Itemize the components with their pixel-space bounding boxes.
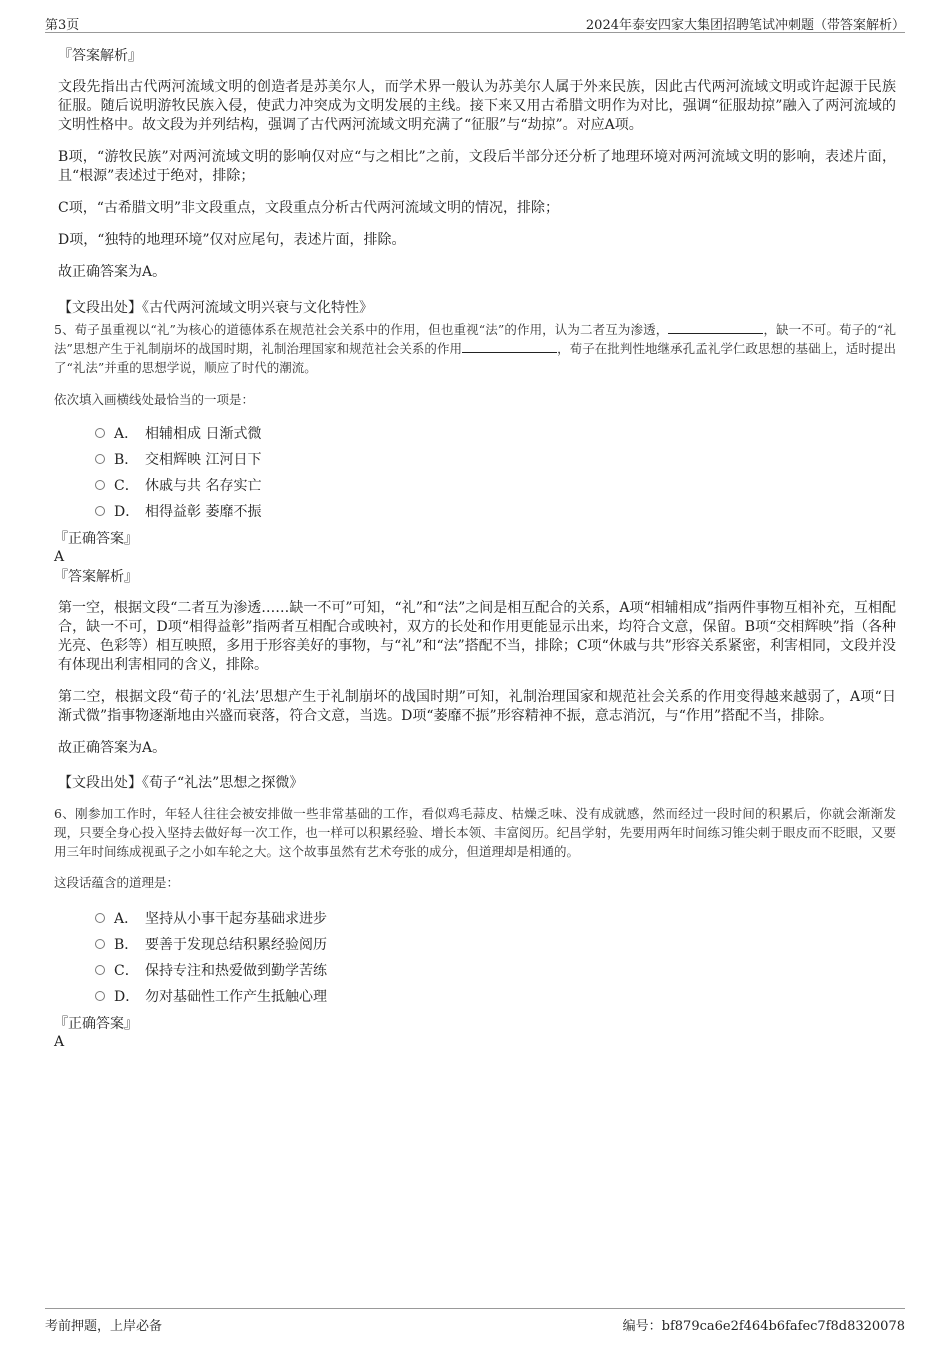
option-c[interactable]: C． 保持专注和热爱做到勤学苦练	[95, 958, 896, 984]
correct-answer: A	[54, 549, 65, 565]
question-stem: 5、荀子虽重视以“礼”为核心的道德体系在规范社会关系中的作用，但也重视“法”的作用，认为二者互为渗透， ，缺一不可。荀子的“礼法”思想产生于礼制崩坏的战国时期，礼制治理国家和规范社会关系的作用 ，荀子在批判性地继承孔孟礼学仁政思想的基础上，适时提出了“礼法”并重的思想学说，顺应了时代的潮流。	[54, 322, 896, 375]
page-number: 第3页	[45, 18, 80, 33]
question-prompt: 这段话蕴含的道理是：	[54, 875, 180, 890]
analysis-paragraph: B项，“游牧民族”对两河流域文明的影响仅对应“与之相比”之前，文段后半部分还分析了地理环境对两河流域文明的影响，表述片面，且“根源”表述过于绝对，排除；	[58, 149, 896, 184]
correct-answer-label: 『正确答案』	[54, 1016, 138, 1032]
radio-button[interactable]	[95, 506, 105, 516]
analysis-conclusion: 故正确答案为A。	[58, 740, 167, 756]
source-citation: 【文段出处】《荀子“礼法”思想之探微》	[58, 775, 304, 791]
page-footer	[45, 1308, 905, 1334]
analysis-label: 『答案解析』	[54, 569, 138, 585]
analysis-paragraph: 文段先指出古代两河流域文明的创造者是苏美尔人，而学术界一般认为苏美尔人属于外来民族，因此古代两河流域文明或许起源于民族征服。随后说明游牧民族入侵，使武力冲突成为文明发展的主线。接下来又用古希腊文明作为对比，强调“征服劫掠”融入了两河流域的文明性格中。故文段为并列结构，强调了古代两河流域文明充满了“征服”与“劫掠”。对应A项。	[58, 79, 896, 133]
radio-button[interactable]	[95, 480, 105, 490]
question-6	[54, 804, 896, 1051]
option-b[interactable]: B． 要善于发现总结积累经验阅历	[95, 932, 896, 958]
option-c[interactable]: C． 休戚与共 名存实亡	[95, 473, 896, 499]
option-list	[54, 906, 896, 1010]
analysis-paragraph: 第一空，根据文段“二者互为渗透……缺一不可”可知，“礼”和“法”之间是相互配合的关系，A项“相辅相成”指两件事物互相补充，互相配合，缺一不可，D项“相得益彰”指两者互相配合或映衬，双方的长处和作用更能显示出来，均符合文意，保留。B项“交相辉映”指（各种光亮、色彩等）相互映照，多用于形容美好的事物，与“礼”和“法”搭配不当，排除；C项“休戚与共”形容关系紧密，利害相同，文段并没有体现出利害相同的含义，排除。	[58, 600, 896, 673]
footer-slogan: 考前押题，上岸必备	[45, 1319, 163, 1334]
analysis-label: 『答案解析』	[58, 48, 142, 64]
option-b[interactable]: B． 交相辉映 江河日下	[95, 447, 896, 473]
option-a[interactable]: A． 坚持从小事干起夯基础求进步	[95, 906, 896, 932]
question-5	[54, 320, 896, 792]
radio-button[interactable]	[95, 991, 105, 1001]
document-code: 编号：bf879ca6e2f464b6fafec7f8d8320078	[622, 1319, 905, 1334]
answer-blank	[462, 340, 557, 353]
question-prompt: 依次填入画横线处最恰当的一项是：	[54, 392, 255, 407]
option-d[interactable]: D． 相得益彰 萎靡不振	[95, 499, 896, 525]
question-stem: 6、刚参加工作时，年轻人往往会被安排做一些非常基础的工作，看似鸡毛蒜皮、枯燥乏味、没有成就感，然而经过一段时间的积累后，你就会渐渐发现，只要全身心投入坚持去做好每一次工作，也一样可以积累经验、增长本领、丰富阅历。纪昌学射，先要用两年时间练习锥尖刺于眼皮而不眨眼，又要用三年时间练成视虱子之小如车轮之大。这个故事虽然有艺术夸张的成分，但道理却是相通的。	[54, 806, 896, 859]
analysis-paragraph: 第二空，根据文段“荀子的‘礼法’思想产生于礼制崩坏的战国时期”可知，礼制治理国家和规范社会关系的作用变得越来越弱了，A项“日渐式微”指事物逐渐地由兴盛而衰落，符合文意，当选。D项“萎靡不振”形容精神不振，意志消沉，与“作用”搭配不当，排除。	[58, 689, 896, 724]
correct-answer-label: 『正确答案』	[54, 531, 138, 547]
option-list	[54, 421, 896, 525]
radio-button[interactable]	[95, 913, 105, 923]
option-a[interactable]: A． 相辅相成 日渐式微	[95, 421, 896, 447]
radio-button[interactable]	[95, 428, 105, 438]
analysis-conclusion: 故正确答案为A。	[58, 264, 167, 280]
source-citation: 【文段出处】《古代两河流域文明兴衰与文化特性》	[58, 300, 373, 316]
analysis-paragraph: D项，“独特的地理环境”仅对应尾句，表述片面，排除。	[58, 232, 406, 248]
document-title: 2024年泰安四家大集团招聘笔试冲刺题（带答案解析）	[585, 18, 905, 33]
document-body	[54, 40, 896, 1051]
radio-button[interactable]	[95, 454, 105, 464]
radio-button[interactable]	[95, 965, 105, 975]
correct-answer: A	[54, 1034, 65, 1050]
radio-button[interactable]	[95, 939, 105, 949]
analysis-paragraph: C项，“古希腊文明”非文段重点，文段重点分析古代两河流域文明的情况，排除；	[58, 200, 560, 216]
q4-analysis	[58, 47, 896, 317]
page-header	[45, 10, 905, 33]
option-d[interactable]: D． 勿对基础性工作产生抵触心理	[95, 984, 896, 1010]
answer-blank	[668, 321, 763, 334]
